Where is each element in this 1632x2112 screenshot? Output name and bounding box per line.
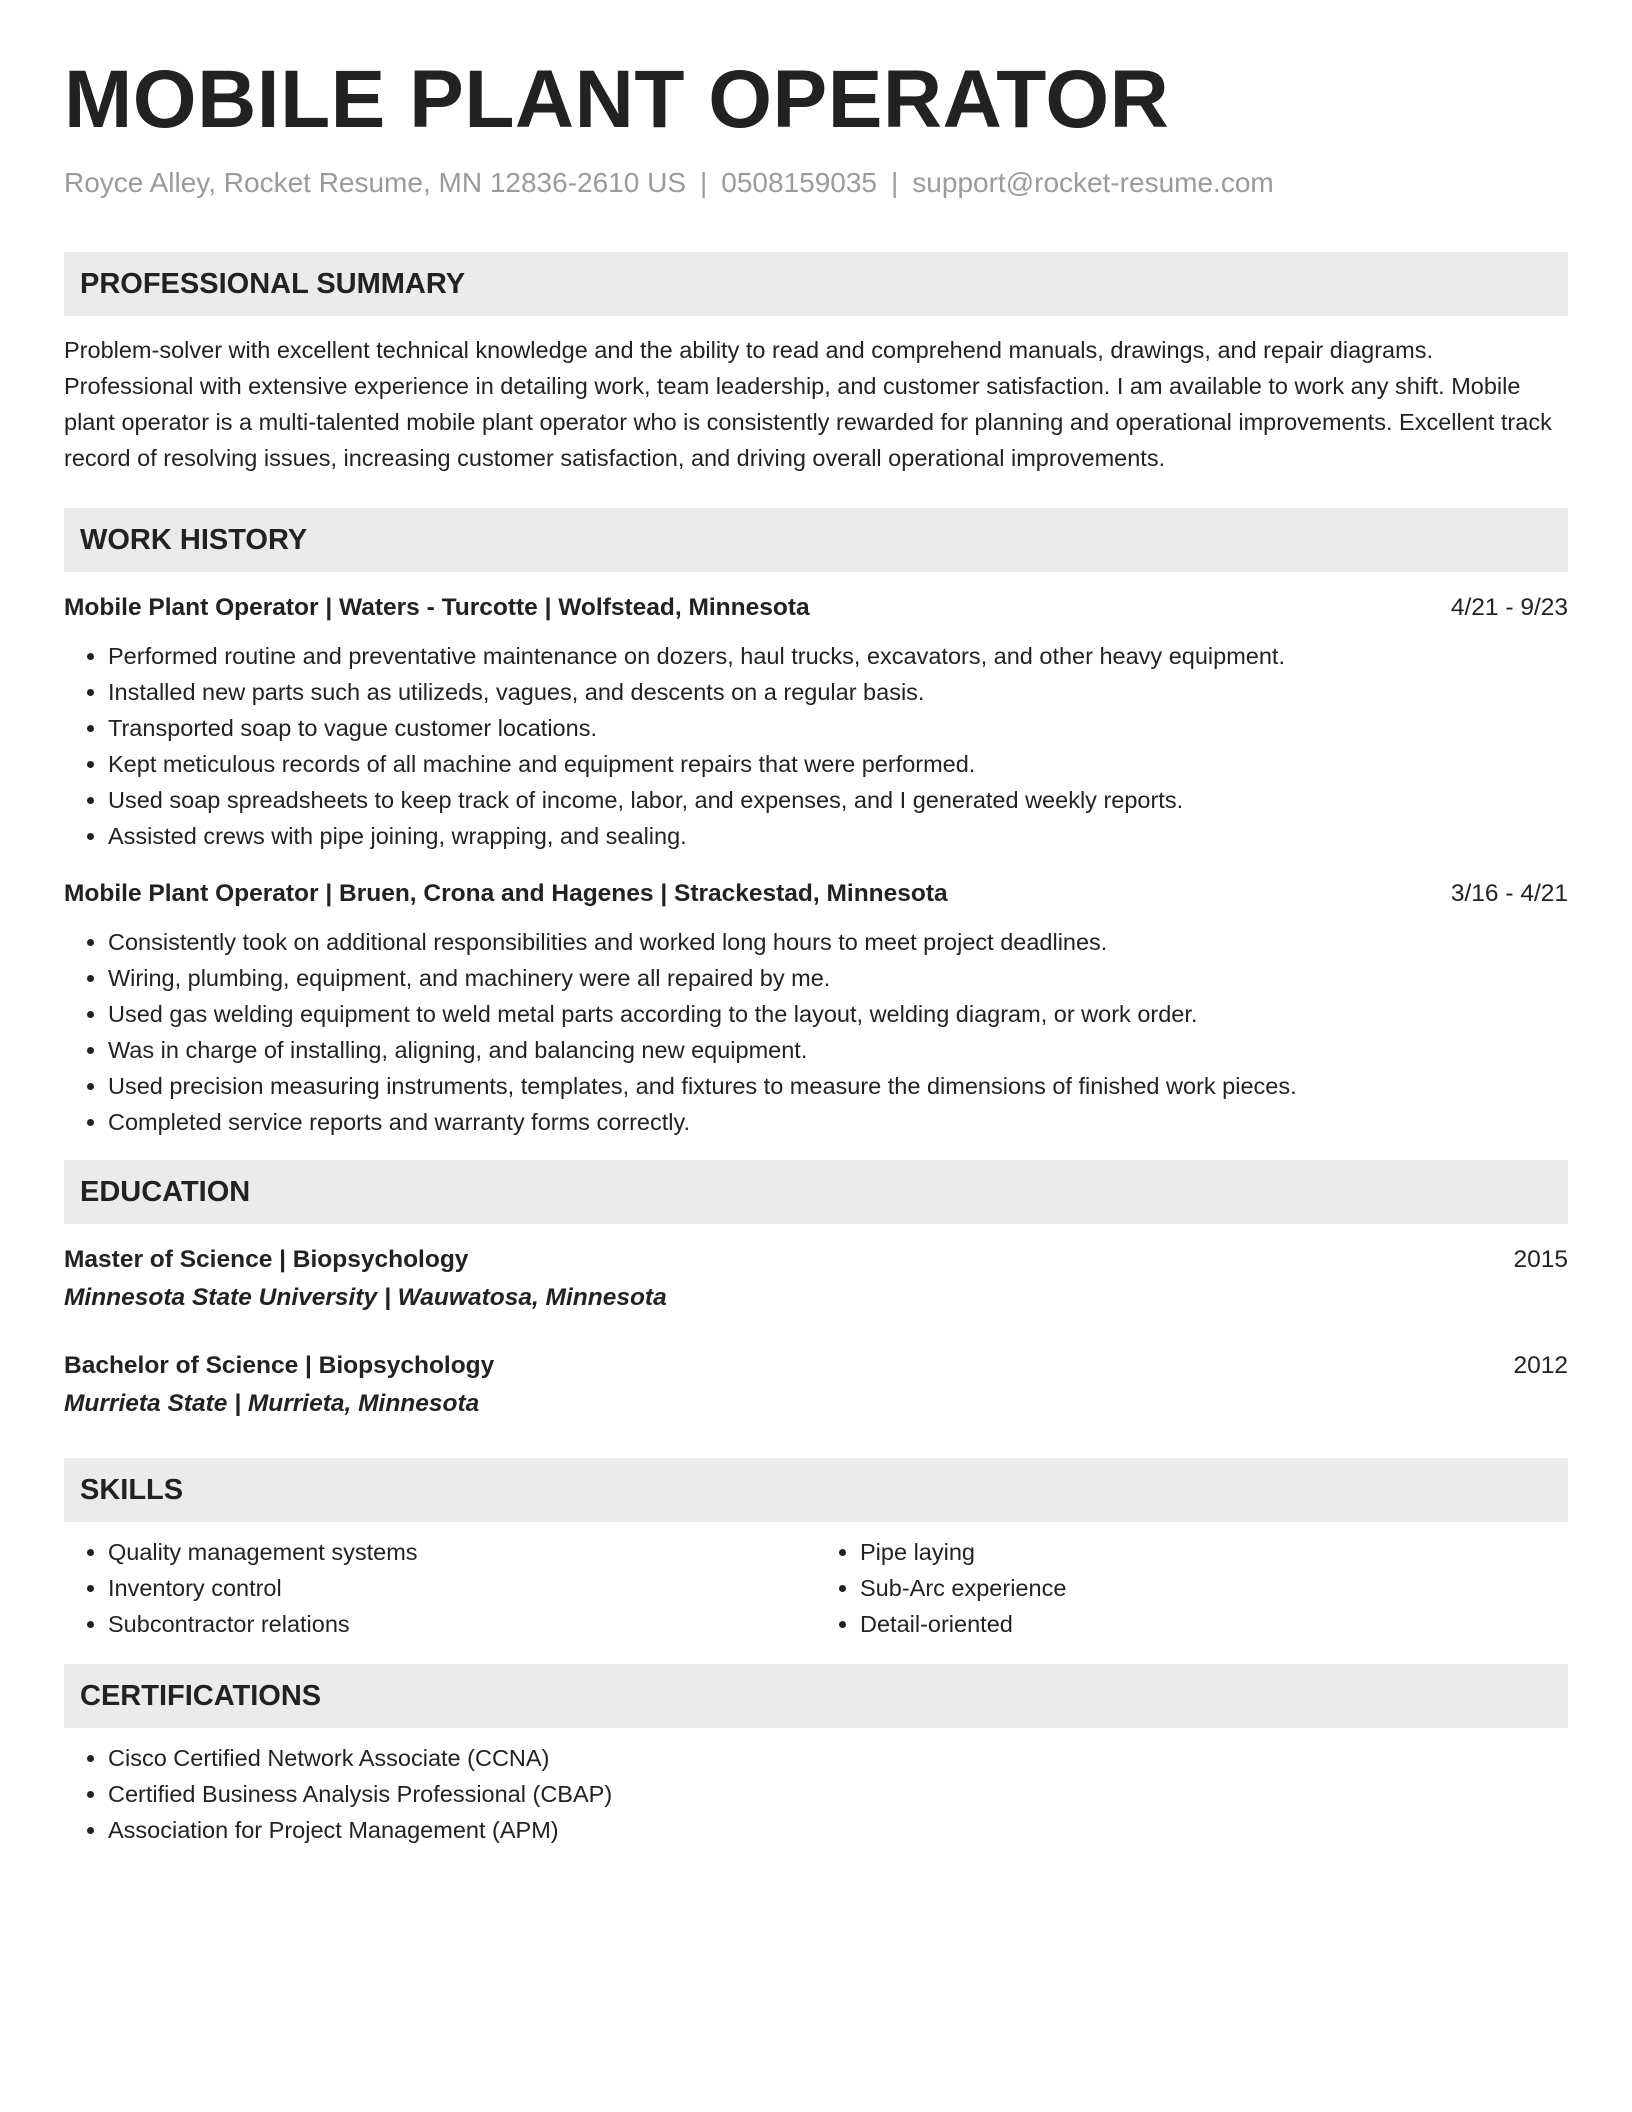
job-title: Mobile Plant Operator | Bruen, Crona and Hagenes | Strackestad, Minnesota <box>64 880 948 907</box>
contact-separator: | <box>700 167 708 198</box>
contact-line <box>64 166 1568 200</box>
job-bullet: • Used precision measuring instruments, templates, and fixtures to measure the dimensions of finished work pieces. <box>108 1068 1568 1104</box>
skill-item: • Inventory control <box>108 1570 816 1606</box>
certification-item: • Certified Business Analysis Professional (CBAP) <box>108 1776 1568 1812</box>
job-bullet: • Used gas welding equipment to weld metal parts according to the layout, welding diagram, or work order. <box>108 996 1568 1032</box>
job-bullet: • Transported soap to vague customer locations. <box>108 710 1568 746</box>
job-bullet: • Consistently took on additional responsibilities and worked long hours to meet project deadlines. <box>108 924 1568 960</box>
job-bullet-list <box>64 638 1568 854</box>
job-dates: 4/21 - 9/23 <box>1450 594 1568 621</box>
job-bullet: • Performed routine and preventative maintenance on dozers, haul trucks, excavators, and other heavy equipment. <box>108 638 1568 674</box>
education-year: 2012 <box>1513 1352 1568 1379</box>
job-bullet: • Kept meticulous records of all machine and equipment repairs that were performed. <box>108 746 1568 782</box>
education-school: Murrieta State | Murrieta, Minnesota <box>64 1390 480 1417</box>
contact-address: Royce Alley, Rocket Resume, MN 12836-2610 US <box>64 167 686 198</box>
job-bullet-list <box>64 924 1568 1140</box>
job-entry <box>64 590 1568 854</box>
resume-name: MOBILE PLANT OPERATOR <box>64 54 1170 145</box>
section-heading-work-history: WORK HISTORY <box>64 508 1568 572</box>
job-bullet: • Completed service reports and warranty forms correctly. <box>108 1104 1568 1140</box>
skill-item: • Sub-Arc experience <box>860 1570 1568 1606</box>
job-title: Mobile Plant Operator | Waters - Turcotte | Wolfstead, Minnesota <box>64 594 810 621</box>
contact-phone: 0508159035 <box>721 167 878 198</box>
job-bullet: • Installed new parts such as utilizeds, vagues, and descents on a regular basis. <box>108 674 1568 710</box>
education-school: Minnesota State University | Wauwatosa, Minnesota <box>64 1284 667 1311</box>
skills-list <box>64 1534 816 1642</box>
certification-item: • Cisco Certified Network Associate (CCNA) <box>108 1740 1568 1776</box>
skill-item: • Subcontractor relations <box>108 1606 816 1642</box>
section-heading-summary: PROFESSIONAL SUMMARY <box>64 252 1568 316</box>
section-heading-education: EDUCATION <box>64 1160 1568 1224</box>
skills-column-right <box>816 1534 1568 1642</box>
job-bullet: • Was in charge of installing, aligning, and balancing new equipment. <box>108 1032 1568 1068</box>
contact-email: support@rocket-resume.com <box>912 167 1274 198</box>
summary-text: Problem-solver with excellent technical knowledge and the ability to read and comprehend manuals, drawings, and repair diagrams. Professional with extensive experience in detailing work, team leadership, and customer satisfaction. I am available to work any shift. Mobile plant operator is a multi-talented mobile plant operator who is consistently rewarded for planning and operational improvements. Excellent track record of resolving issues, increasing customer satisfaction, and driving overall operational improvements. <box>64 337 1552 471</box>
skill-item: • Quality management systems <box>108 1534 816 1570</box>
job-header <box>64 876 1568 912</box>
education-degree: Master of Science | Biopsychology <box>64 1246 469 1273</box>
job-dates: 3/16 - 4/21 <box>1450 880 1568 907</box>
skill-item: • Pipe laying <box>860 1534 1568 1570</box>
section-heading-certifications: CERTIFICATIONS <box>64 1664 1568 1728</box>
certifications-list <box>64 1740 1568 1848</box>
section-heading-skills: SKILLS <box>64 1458 1568 1522</box>
education-entry <box>64 1242 1568 1318</box>
job-bullet: • Wiring, plumbing, equipment, and machinery were all repaired by me. <box>108 960 1568 996</box>
skill-item: • Detail-oriented <box>860 1606 1568 1642</box>
education-year: 2015 <box>1513 1246 1568 1273</box>
job-header <box>64 590 1568 626</box>
education-degree: Bachelor of Science | Biopsychology <box>64 1352 495 1379</box>
certification-item: • Association for Project Management (APM) <box>108 1812 1568 1848</box>
education-entry <box>64 1348 1568 1424</box>
skills-list <box>816 1534 1568 1642</box>
job-bullet: • Assisted crews with pipe joining, wrapping, and sealing. <box>108 818 1568 854</box>
job-entry <box>64 876 1568 1140</box>
education-header <box>64 1348 1568 1384</box>
skills-column-left <box>64 1534 816 1642</box>
skills-grid <box>64 1534 1568 1642</box>
job-bullet: • Used soap spreadsheets to keep track of income, labor, and expenses, and I generated weekly reports. <box>108 782 1568 818</box>
contact-separator: | <box>891 167 899 198</box>
education-header <box>64 1242 1568 1278</box>
